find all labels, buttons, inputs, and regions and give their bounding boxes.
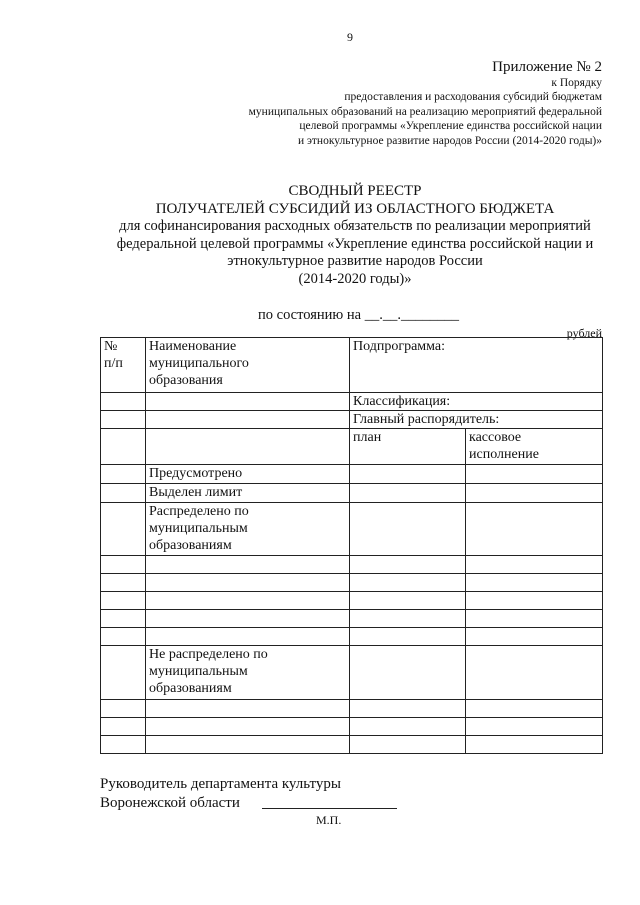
signatory-position: Руководитель департамента культуры bbox=[100, 776, 341, 792]
appendix-title: Приложение № 2 bbox=[492, 59, 602, 75]
chief-manager-cell: Главный распорядитель: bbox=[350, 411, 603, 429]
plan-header: план bbox=[350, 429, 466, 465]
table-row bbox=[101, 574, 603, 592]
table-row bbox=[101, 429, 603, 465]
table-row bbox=[101, 592, 603, 610]
table-row bbox=[101, 736, 603, 754]
col-number-header: № п/п bbox=[101, 338, 146, 393]
table-row bbox=[101, 610, 603, 628]
table-row bbox=[101, 646, 603, 700]
row-limit: Выделен лимит bbox=[146, 484, 350, 503]
heading-line: федеральной целевой программы «Укрепление единства российской нации и bbox=[116, 235, 594, 252]
as-of-date: по состоянию на __.__.________ bbox=[258, 307, 459, 323]
signature-line bbox=[262, 808, 397, 809]
registry-table bbox=[100, 337, 603, 754]
cash-header: кассовое исполнение bbox=[466, 429, 603, 465]
appendix-line: к Порядку bbox=[551, 77, 602, 89]
table-row bbox=[101, 628, 603, 646]
appendix-line: целевой программы «Укрепление единства российской нации bbox=[299, 120, 602, 133]
row-not-distributed: Не распределено по муниципальным образованиям bbox=[146, 646, 350, 700]
table-row bbox=[101, 484, 603, 503]
table-row bbox=[101, 700, 603, 718]
appendix-line: муниципальных образований на реализацию мероприятий федеральной bbox=[248, 105, 602, 118]
subprogram-cell: Подпрограмма: bbox=[350, 338, 603, 393]
row-provided: Предусмотрено bbox=[146, 465, 350, 484]
row-distributed: Распределено по муниципальным образованиям bbox=[146, 503, 350, 556]
table-row bbox=[101, 503, 603, 556]
table-row bbox=[101, 393, 603, 411]
heading-line: этнокультурное развитие народов России bbox=[227, 253, 483, 269]
heading-line: для софинансирования расходных обязательств по реализации мероприятий bbox=[119, 218, 591, 234]
signatory-region: Воронежской области bbox=[100, 795, 240, 811]
appendix-block bbox=[249, 58, 602, 148]
appendix-line: предоставления и расходования субсидий бюджетам bbox=[344, 91, 602, 104]
appendix-line: и этнокультурное развитие народов России (2014-2020 годы)» bbox=[297, 134, 602, 147]
table-row bbox=[101, 718, 603, 736]
table-row bbox=[101, 465, 603, 484]
heading-subtitle: ПОЛУЧАТЕЛЕЙ СУБСИДИЙ ИЗ ОБЛАСТНОГО БЮДЖЕТА bbox=[155, 201, 555, 217]
table-header-row bbox=[101, 338, 603, 393]
classification-cell: Классификация: bbox=[350, 393, 603, 411]
units-label: рублей bbox=[566, 326, 602, 340]
table-row bbox=[101, 556, 603, 574]
page-number: 9 bbox=[347, 30, 353, 44]
stamp-place-label: М.П. bbox=[316, 813, 342, 827]
table-row bbox=[101, 411, 603, 429]
heading-title: СВОДНЫЙ РЕЕСТР bbox=[288, 183, 422, 199]
col-name-header: Наименование муниципального образования bbox=[146, 338, 350, 393]
heading-line: (2014-2020 годы)» bbox=[298, 270, 412, 287]
document-heading bbox=[90, 182, 620, 288]
